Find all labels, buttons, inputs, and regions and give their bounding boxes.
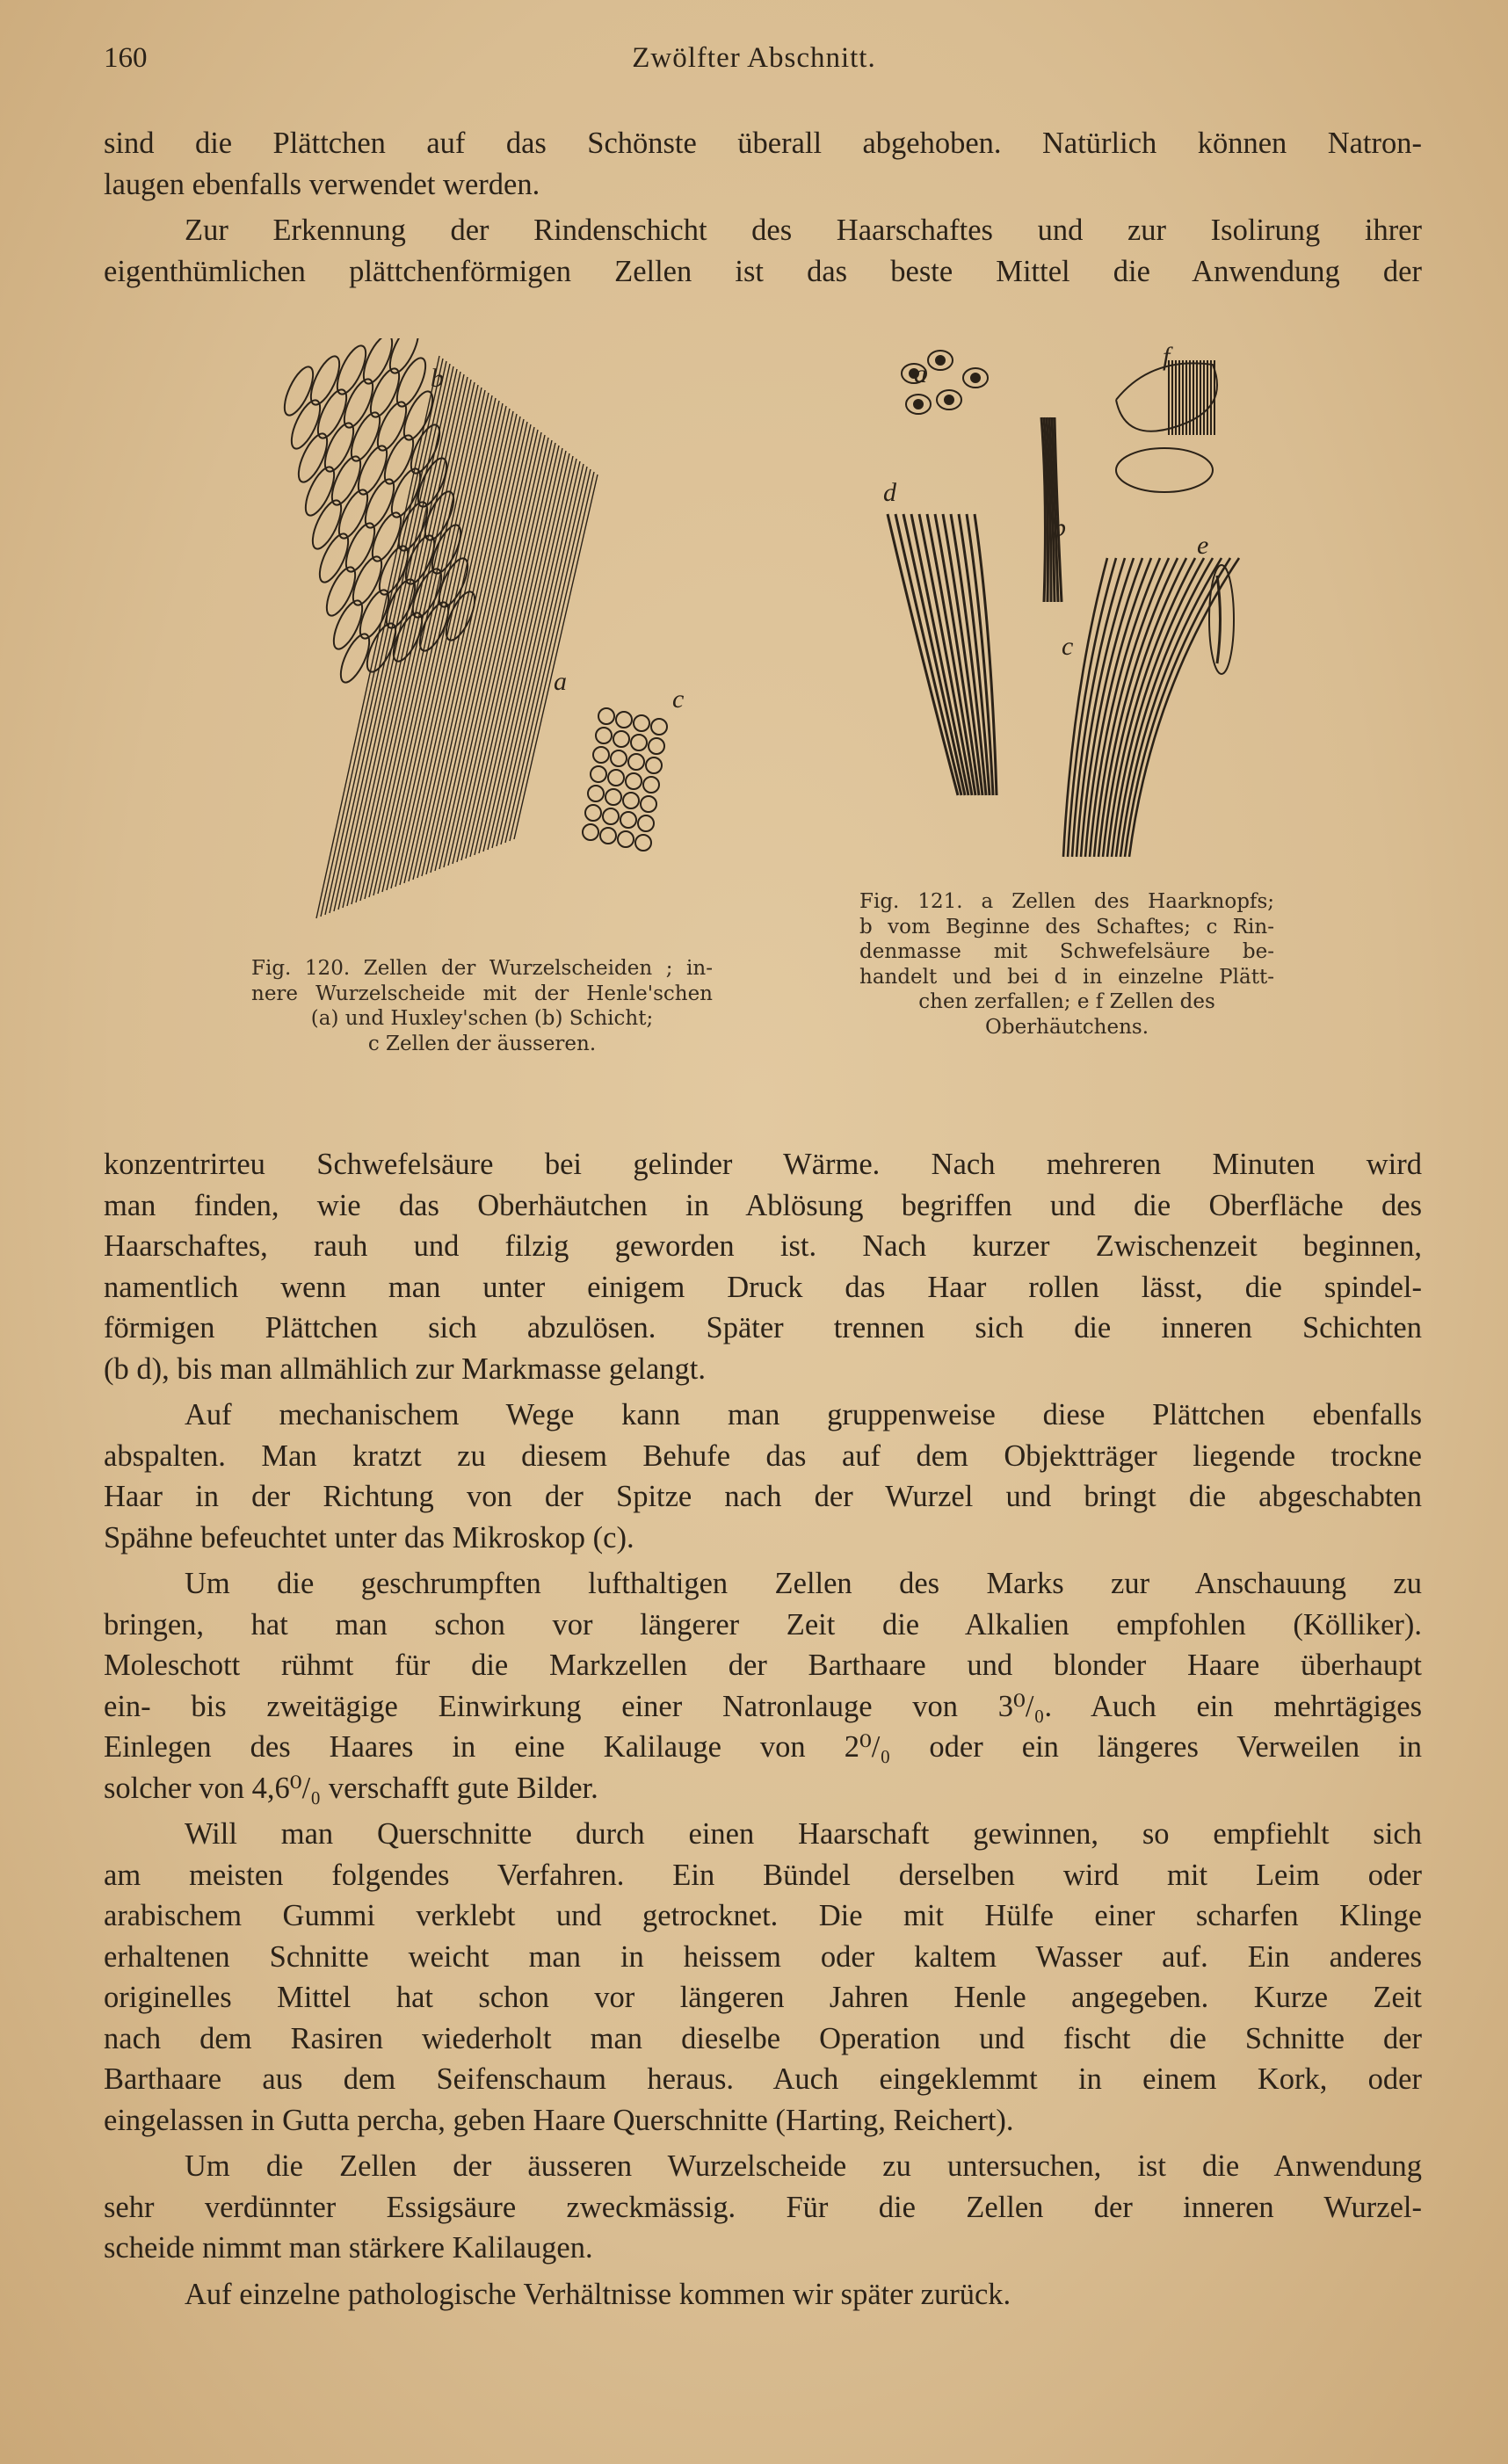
drawing-stroke [598, 708, 614, 724]
drawing-stroke [333, 486, 373, 542]
drawing-stroke [651, 719, 667, 735]
drawing-stroke [623, 793, 639, 808]
text-line: Auf einzelne pathologische Verhältnisse kommen wir später zurück. [185, 2277, 1011, 2311]
drawing-stroke [483, 456, 573, 852]
paragraph [104, 1395, 1422, 1558]
fig121-label-c: c [1062, 632, 1074, 661]
drawing-stroke [338, 375, 378, 431]
drawing-stroke [352, 442, 392, 498]
drawing-stroke [596, 728, 612, 743]
caption-line: handelt und bei d in einzelne Plätt- [859, 965, 1274, 989]
drawing-stroke [345, 409, 385, 465]
fig121-label-e: e [1197, 531, 1209, 560]
drawing-stroke [638, 815, 654, 831]
figure-121-caption [859, 889, 1274, 1040]
text-line: Haarschaftes, rauh und filzig geworden ist. Nach kurzer Zwischenzeit beginnen, [104, 1229, 1422, 1263]
paragraph [104, 210, 1422, 292]
drawing-stroke [641, 796, 656, 812]
drawing-stroke [305, 352, 344, 409]
caption-line: nere Wurzelscheide mit der Henle'schen [251, 982, 713, 1005]
drawing-stroke [620, 812, 636, 828]
caption-line: denmasse mit Schwefelsäure be- [859, 940, 1274, 963]
drawing-stroke [616, 712, 632, 728]
paragraph [104, 2274, 1422, 2315]
text-line: abspalten. Man kratzt zu diesem Behufe das auf dem Objektträger liegende trockne [104, 1439, 1422, 1473]
drawing-stroke [945, 395, 953, 404]
drawing-stroke [1129, 558, 1239, 857]
drawing-stroke [372, 398, 411, 454]
drawing-stroke [321, 359, 443, 917]
drawing-stroke [384, 338, 424, 377]
text-line: konzentrirteu Schwefelsäure bei gelinder Wärme. Nach mehreren Minuten wird [104, 1148, 1422, 1181]
text-line: eigenthümlichen plättchenförmigen Zellen ist das beste Mittel die Anwendung der [104, 254, 1422, 288]
text-line: (b d), bis man allmählich zur Markmasse gelangt. [104, 1352, 707, 1386]
drawing-stroke [603, 808, 619, 824]
drawing-stroke [293, 430, 332, 486]
fig120-label-a: a [554, 667, 567, 696]
drawing-stroke [307, 496, 346, 553]
drawing-stroke [321, 563, 360, 620]
drawing-stroke [444, 432, 541, 867]
drawing-stroke [605, 789, 621, 805]
text-line: arabischem Gummi verklebt und getrocknet. Die mit Hülfe einer scharfen Klinge [104, 1899, 1422, 1932]
page-number: 160 [104, 42, 148, 74]
caption-line: chen zerfallen; e f Zellen des [918, 990, 1215, 1013]
text-line: Auf mechanischem Wege kann man gruppenweise diese Plättchen ebenfalls [185, 1398, 1422, 1431]
drawing-stroke [1116, 363, 1217, 431]
drawing-stroke [626, 773, 642, 789]
text-line: förmigen Plättchen sich abzulösen. Später trennen sich die inneren Schichten [104, 1311, 1422, 1344]
text-line: scheide nimmt man stärkere Kalilaugen. [104, 2231, 593, 2265]
text-line: Zur Erkennung der Rindenschicht des Haarschaftes und zur Isolirung ihrer [185, 214, 1422, 247]
text-line: Will man Querschnitte durch einen Haarschaft gewinnen, so empfiehlt sich [185, 1817, 1422, 1851]
caption-line: b vom Beginne des Schaftes; c Rin- [859, 915, 1274, 938]
text-line: solcher von 4,6⁰/₀ verschafft gute Bilder. [104, 1771, 598, 1805]
drawing-stroke [585, 805, 601, 821]
drawing-stroke [347, 553, 387, 609]
drawing-stroke [635, 835, 651, 851]
fig121-label-b: b [1053, 513, 1066, 542]
drawing-stroke [312, 386, 352, 442]
text-line: Um die Zellen der äusseren Wurzelscheide zu untersuchen, ist die Anwendung [185, 2149, 1422, 2183]
caption-line: (a) und Huxley'schen (b) Schicht; [310, 1007, 654, 1030]
paragraph [104, 2146, 1422, 2269]
drawing-stroke [591, 766, 606, 782]
drawing-stroke [583, 824, 598, 840]
text-line: laugen ebenfalls verwendet werden. [104, 167, 540, 201]
drawing-stroke [448, 435, 545, 866]
text-line: bringen, hat man schon vor längerer Zeit die Alkalien empfohlen (Kölliker). [104, 1607, 1422, 1641]
text-line: man finden, wie das Oberhäutchen in Ablösung begriffen und die Oberfläche des [104, 1188, 1422, 1222]
fig121-label-d: d [883, 478, 896, 507]
figure-120-caption [251, 956, 713, 1056]
drawing-stroke [314, 530, 353, 586]
drawing-stroke [971, 373, 980, 382]
text-line: originelles Mittel hat schon vor längeren Jahren Henle angegeben. Kurze Zeit [104, 1981, 1422, 2014]
paragraph [104, 123, 1422, 205]
text-line: erhaltenen Schnitte weicht man in heissem oder kaltem Wasser auf. Ein anderes [104, 1939, 1422, 1974]
drawing-stroke [611, 750, 627, 766]
drawing-stroke [613, 731, 629, 747]
running-title: Zwölfter Abschnitt. [632, 42, 876, 74]
text-line: am meisten folgendes Verfahren. Ein Bündel derselben wird mit Leim oder [104, 1858, 1422, 1892]
drawing-stroke [505, 469, 591, 843]
drawing-stroke [328, 597, 367, 653]
drawing-stroke [373, 542, 413, 598]
text-line: Moleschott rühmt für die Markzellen der Barthaare und blonder Haare überhaupt [104, 1649, 1422, 1682]
drawing-stroke [488, 459, 576, 850]
drawing-stroke [340, 519, 380, 576]
figure-121-illustration [861, 338, 1283, 874]
top-text [104, 123, 1422, 292]
drawing-stroke [1217, 576, 1221, 663]
figure-120-illustration [264, 338, 721, 953]
drawing-stroke [326, 453, 366, 509]
caption-line: c Zellen der äusseren. [367, 1032, 597, 1055]
text-line: sehr verdünnter Essigsäure zweckmässig. Für die Zellen der inneren Wurzel- [104, 2190, 1422, 2224]
text-line: eingelassen in Gutta percha, geben Haare Querschnitte (Harting, Reichert). [104, 2103, 1014, 2137]
drawing-stroke [618, 831, 634, 847]
fig120-label-c: c [672, 685, 685, 714]
drawing-stroke [343, 372, 460, 908]
drawing-stroke [398, 388, 438, 444]
drawing-stroke [593, 747, 609, 763]
drawing-stroke [373, 390, 485, 895]
drawing-stroke [391, 354, 431, 410]
paragraph [104, 1814, 1422, 2141]
text-line: namentlich wenn man unter einigem Druck das Haar rollen lässt, die spindel- [104, 1270, 1422, 1304]
drawing-stroke [331, 342, 371, 398]
text-line: Einlegen des Haares in eine Kalilauge von 2⁰/₀ oder ein längeres Verweilen in [104, 1730, 1422, 1764]
body-text [104, 1144, 1422, 2315]
drawing-stroke [300, 463, 339, 519]
drawing-stroke [426, 422, 527, 874]
fig120-label-b: b [431, 364, 444, 393]
drawing-stroke [279, 363, 318, 419]
text-line: nach dem Rasiren wiederholt man dieselbe Operation und fischt die Schnitte der [104, 2021, 1422, 2055]
drawing-stroke [365, 365, 404, 421]
paragraph [104, 1563, 1422, 1808]
fig121-label-a: a [914, 359, 927, 388]
drawing-stroke [646, 757, 662, 773]
drawing-stroke [634, 715, 649, 731]
drawing-stroke [354, 586, 394, 642]
text-line: Um die geschrumpften lufthaltigen Zellen des Marks zur Anschauung zu [185, 1567, 1422, 1600]
paragraph [104, 1144, 1422, 1389]
drawing-stroke [319, 419, 359, 475]
caption-line: Oberhäutchens. [985, 1015, 1149, 1039]
fig121-label-f: f [1163, 342, 1171, 371]
drawing-stroke [386, 465, 425, 521]
text-line: Spähne befeuchtet unter das Mikroskop (c). [104, 1520, 634, 1554]
drawing-stroke [366, 509, 406, 565]
text-line: Barthaare aus dem Seifenschaum heraus. Auch eingeklemmt in einem Kork, oder [104, 2062, 1422, 2096]
drawing-stroke [453, 438, 548, 864]
drawing-stroke [359, 475, 399, 532]
drawing-stroke [914, 400, 923, 409]
drawing-stroke [631, 735, 647, 750]
text-line: Haar in der Richtung von der Spitze nach der Wurzel und bringt die abgeschabten [104, 1480, 1422, 1513]
drawing-stroke [628, 754, 644, 770]
text-line: sind die Plättchen auf das Schönste überall abgehoben. Natürlich können Natron- [104, 127, 1422, 160]
drawing-stroke [588, 786, 604, 801]
drawing-stroke [643, 777, 659, 793]
drawing-stroke [649, 738, 664, 754]
text-line: ein- bis zweitägige Einwirkung einer Natronlauge von 3⁰/₀. Auch ein mehrtägiges [104, 1689, 1422, 1723]
drawing-stroke [600, 828, 616, 844]
drawing-stroke [608, 770, 624, 786]
drawing-stroke [501, 467, 587, 844]
caption-line: Fig. 121. a Zellen des Haarknopfs; [859, 890, 1274, 913]
drawing-stroke [936, 356, 945, 365]
drawing-stroke [510, 472, 594, 841]
drawing-stroke [395, 403, 503, 887]
drawing-stroke [286, 396, 325, 453]
drawing-stroke [1116, 448, 1213, 492]
caption-line: Fig. 120. Zellen der Wurzelscheiden ; in- [251, 957, 713, 980]
